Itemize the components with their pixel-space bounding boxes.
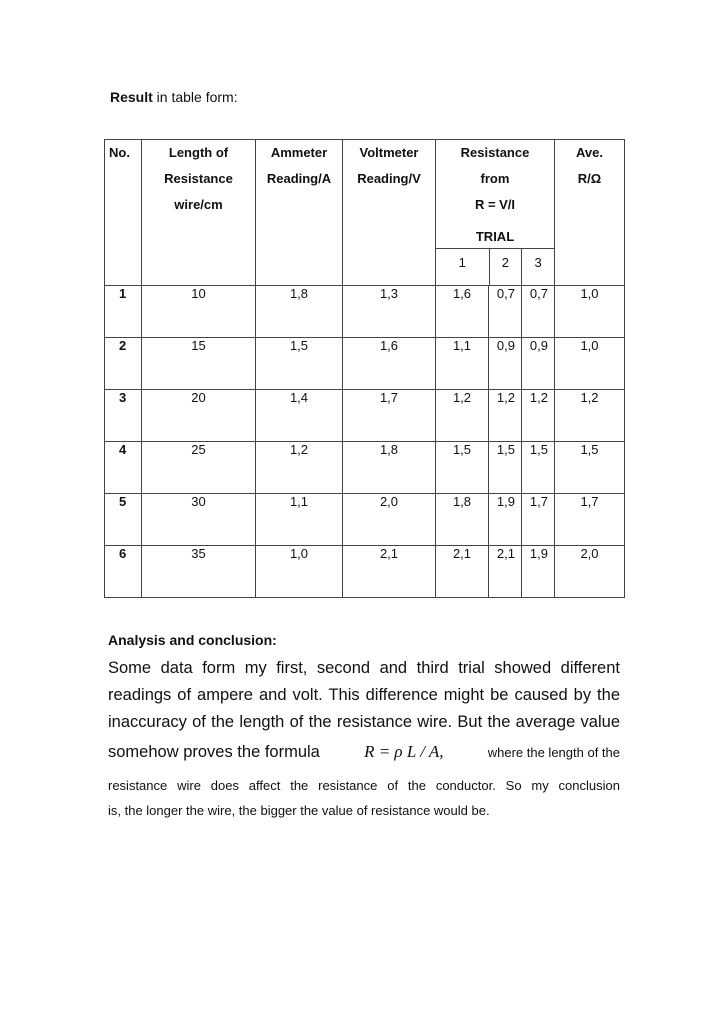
cell-ammeter: 1,0 [256,546,343,598]
table-row [105,390,625,442]
cell-no: 6 [105,546,142,598]
table-row [105,338,625,390]
cell-length: 10 [142,286,256,338]
cell-ammeter: 1,2 [256,442,343,494]
cell-trial-3: 1,7 [522,494,555,546]
cell-trial-2: 0,9 [489,338,522,390]
cell-length: 20 [142,390,256,442]
table-row [105,442,625,494]
cell-trial-2: 1,5 [489,442,522,494]
cell-no: 5 [105,494,142,546]
heading-bold: Result [110,89,153,105]
cell-voltmeter: 2,0 [343,494,436,546]
cell-ammeter: 1,4 [256,390,343,442]
cell-voltmeter: 1,6 [343,338,436,390]
header-resistance-line2: from [480,171,510,186]
analysis-line-6: is, the longer the wire, the bigger the value of resistance would be. [108,803,490,818]
cell-trial-1: 1,6 [436,286,489,338]
header-length [142,140,256,286]
cell-trial-3: 1,2 [522,390,555,442]
cell-no: 2 [105,338,142,390]
cell-ave: 1,0 [555,338,625,390]
header-ave [555,140,625,286]
cell-ave: 2,0 [555,546,625,598]
cell-trial-1: 2,1 [436,546,489,598]
header-ave-line1: Ave. [576,145,603,160]
cell-trial-3: 0,9 [522,338,555,390]
cell-trial-3: 1,5 [522,442,555,494]
resistance-formula: R = ρ L / A, [364,742,444,761]
header-trial [436,226,555,286]
trial-number-2: 2 [490,249,523,285]
trial-numbers [436,249,554,285]
cell-trial-3: 1,9 [522,546,555,598]
section-heading [110,89,238,105]
cell-trial-1: 1,5 [436,442,489,494]
cell-trial-2: 2,1 [489,546,522,598]
header-resistance-line1: Resistance [460,145,530,160]
cell-ave: 1,0 [555,286,625,338]
analysis-title: Analysis and conclusion: [108,632,277,648]
cell-ammeter: 1,5 [256,338,343,390]
cell-length: 15 [142,338,256,390]
cell-ave: 1,7 [555,494,625,546]
analysis-line-1: Some data form my first, second and third trial showed different [108,659,620,677]
header-length-line2: Resistance [164,171,233,186]
cell-ammeter: 1,1 [256,494,343,546]
cell-ave: 1,2 [555,390,625,442]
analysis-line-4-start: somehow proves the formula [108,743,320,761]
cell-no: 1 [105,286,142,338]
cell-trial-2: 1,9 [489,494,522,546]
cell-no: 3 [105,390,142,442]
cell-voltmeter: 2,1 [343,546,436,598]
cell-voltmeter: 1,8 [343,442,436,494]
cell-trial-2: 1,2 [489,390,522,442]
header-no-label: No. [109,145,130,160]
header-ave-line2: R/Ω [577,171,602,186]
analysis-line-3: inaccuracy of the length of the resistance wire. But the average value [108,713,620,731]
cell-trial-3: 0,7 [522,286,555,338]
header-row [105,140,625,227]
cell-length: 25 [142,442,256,494]
heading-rest: in table form: [152,89,238,105]
header-voltmeter [343,140,436,286]
header-resistance-line3: R = V/I [474,197,516,212]
header-ammeter-line1: Ammeter [270,145,328,160]
header-no [105,140,142,286]
analysis-line-4 [108,742,620,762]
cell-trial-2: 0,7 [489,286,522,338]
table-row [105,286,625,338]
table-row [105,546,625,598]
header-ammeter-line2: Reading/A [266,171,332,186]
cell-ave: 1,5 [555,442,625,494]
cell-trial-1: 1,1 [436,338,489,390]
cell-ammeter: 1,8 [256,286,343,338]
header-voltmeter-line2: Reading/V [357,171,421,186]
results-table [104,139,625,598]
cell-voltmeter: 1,3 [343,286,436,338]
cell-trial-1: 1,8 [436,494,489,546]
header-resistance [436,140,555,227]
header-ammeter [256,140,343,286]
cell-voltmeter: 1,7 [343,390,436,442]
analysis-line-4-end: where the length of the [487,745,620,760]
trial-number-1: 1 [436,249,490,285]
header-length-line1: Length of [168,145,229,160]
header-voltmeter-line1: Voltmeter [359,145,419,160]
header-length-line3: wire/cm [174,197,223,212]
table-row [105,494,625,546]
cell-length: 35 [142,546,256,598]
analysis-line-2: readings of ampere and volt. This difference might be caused by the [108,686,620,704]
analysis-line-5: resistance wire does affect the resistance of the conductor. So my conclusion [108,778,620,793]
cell-trial-1: 1,2 [436,390,489,442]
cell-length: 30 [142,494,256,546]
cell-no: 4 [105,442,142,494]
header-trial-label: TRIAL [436,226,554,249]
trial-number-3: 3 [534,255,542,270]
